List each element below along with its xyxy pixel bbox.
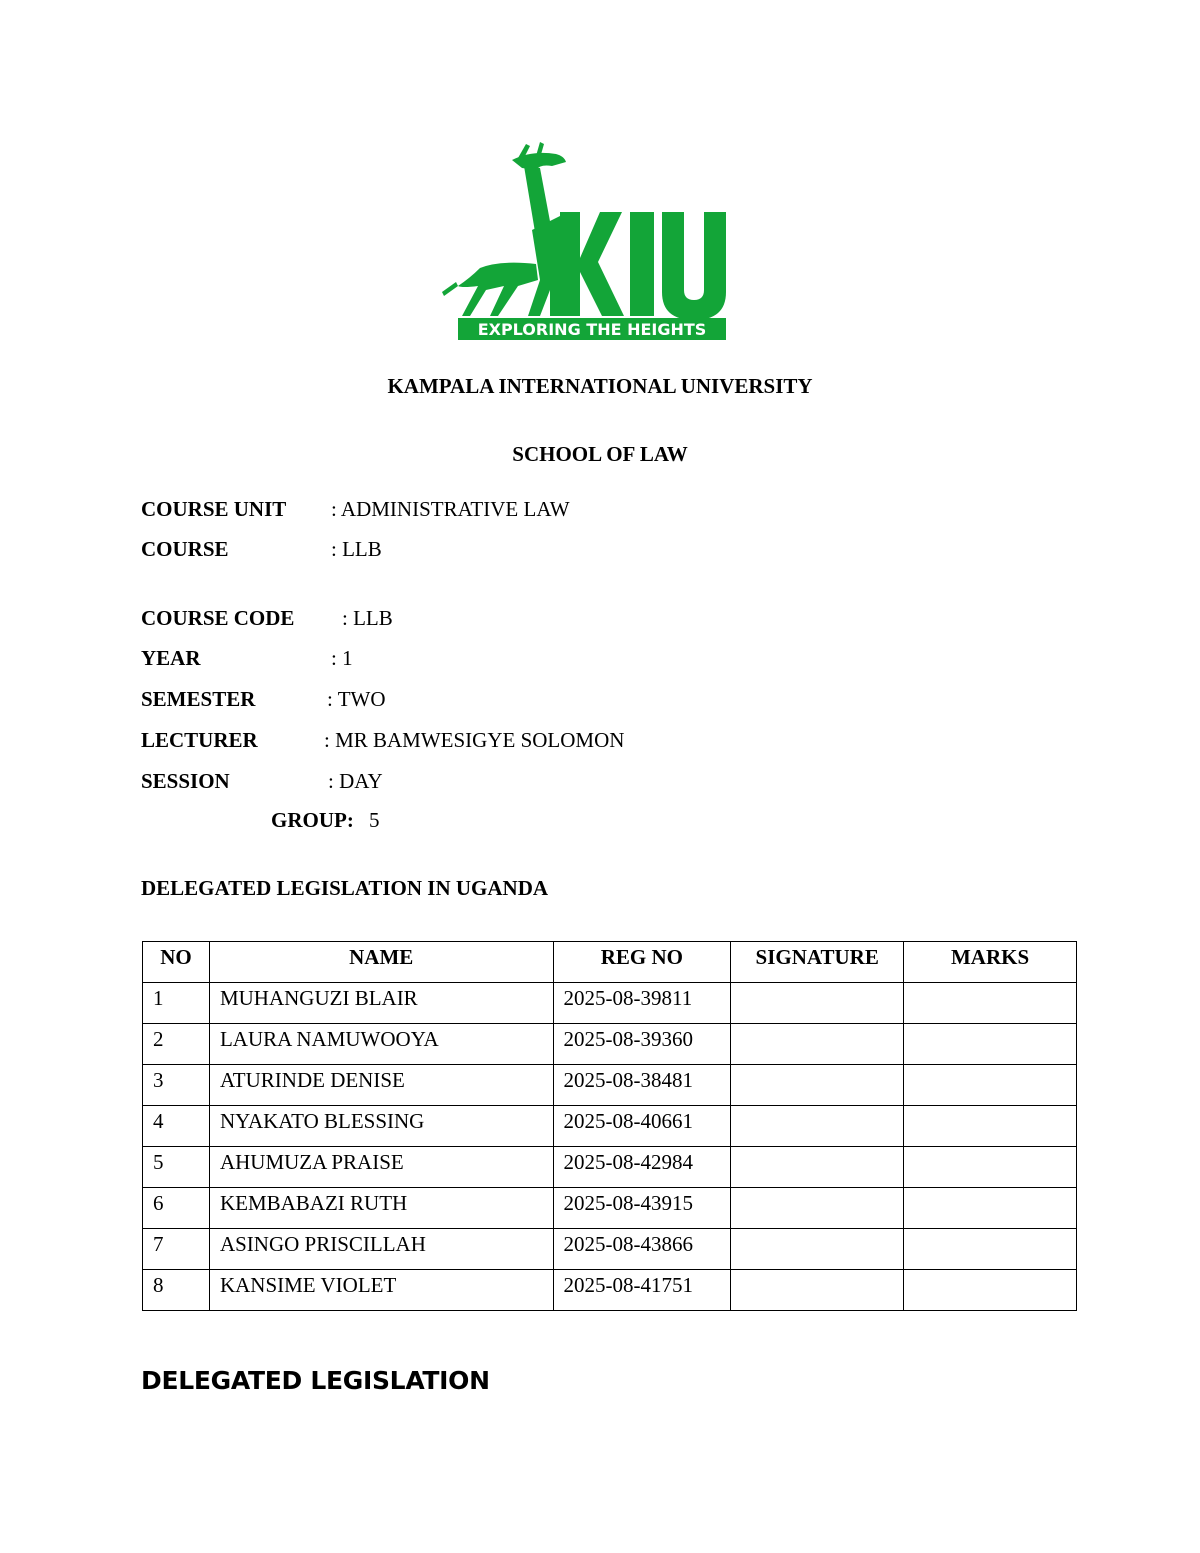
col-header-no: NO bbox=[143, 942, 210, 983]
lecturer-label: LECTURER bbox=[141, 728, 258, 752]
cell-name: LAURA NAMUWOOYA bbox=[209, 1024, 553, 1065]
cell-signature bbox=[731, 1024, 904, 1065]
col-header-name: NAME bbox=[209, 942, 553, 983]
year-value: : 1 bbox=[331, 646, 353, 670]
cell-signature bbox=[731, 1270, 904, 1311]
cell-no: 4 bbox=[143, 1106, 210, 1147]
topic-title: DELEGATED LEGISLATION IN UGANDA bbox=[141, 876, 549, 900]
table-row bbox=[143, 1065, 1077, 1106]
table-row bbox=[143, 1270, 1077, 1311]
cell-name: AHUMUZA PRAISE bbox=[209, 1147, 553, 1188]
cell-marks bbox=[904, 1147, 1077, 1188]
cell-reg-no: 2025-08-39360 bbox=[553, 1024, 731, 1065]
cell-signature bbox=[731, 1229, 904, 1270]
year-label: YEAR bbox=[141, 646, 201, 670]
course-unit-value: : ADMINISTRATIVE LAW bbox=[331, 497, 570, 521]
cell-reg-no: 2025-08-39811 bbox=[553, 983, 731, 1024]
group-value: 5 bbox=[369, 808, 380, 832]
table-row bbox=[143, 1188, 1077, 1229]
cell-signature bbox=[731, 1065, 904, 1106]
col-header-reg-no: REG NO bbox=[553, 942, 731, 983]
cell-name: ATURINDE DENISE bbox=[209, 1065, 553, 1106]
course-unit-label: COURSE UNIT bbox=[141, 497, 287, 521]
cell-reg-no: 2025-08-42984 bbox=[553, 1147, 731, 1188]
session-value: : DAY bbox=[328, 769, 383, 793]
col-header-signature: SIGNATURE bbox=[731, 942, 904, 983]
cell-reg-no: 2025-08-41751 bbox=[553, 1270, 731, 1311]
kiu-logo bbox=[440, 140, 730, 344]
course-code-value: : LLB bbox=[342, 606, 393, 630]
course-code-label: COURSE CODE bbox=[141, 606, 295, 630]
cell-name: KEMBABAZI RUTH bbox=[209, 1188, 553, 1229]
course-value: : LLB bbox=[331, 537, 382, 561]
cell-marks bbox=[904, 1024, 1077, 1065]
cell-signature bbox=[731, 1106, 904, 1147]
col-header-marks: MARKS bbox=[904, 942, 1077, 983]
cell-signature bbox=[731, 1147, 904, 1188]
cell-reg-no: 2025-08-43866 bbox=[553, 1229, 731, 1270]
cell-marks bbox=[904, 1065, 1077, 1106]
cell-reg-no: 2025-08-38481 bbox=[553, 1065, 731, 1106]
cell-name: NYAKATO BLESSING bbox=[209, 1106, 553, 1147]
cell-marks bbox=[904, 1106, 1077, 1147]
cell-name: ASINGO PRISCILLAH bbox=[209, 1229, 553, 1270]
semester-label: SEMESTER bbox=[141, 687, 256, 711]
group-members-table bbox=[142, 941, 1077, 1311]
section-heading: DELEGATED LEGISLATION bbox=[141, 1366, 490, 1395]
table-row bbox=[143, 983, 1077, 1024]
cell-name: KANSIME VIOLET bbox=[209, 1270, 553, 1311]
giraffe-logo-icon bbox=[440, 140, 730, 344]
cell-reg-no: 2025-08-43915 bbox=[553, 1188, 731, 1229]
lecturer-value: : MR BAMWESIGYE SOLOMON bbox=[324, 728, 625, 752]
cell-marks bbox=[904, 983, 1077, 1024]
course-label: COURSE bbox=[141, 537, 229, 561]
table-row bbox=[143, 1147, 1077, 1188]
cell-no: 7 bbox=[143, 1229, 210, 1270]
university-name: KAMPALA INTERNATIONAL UNIVERSITY bbox=[387, 374, 813, 398]
cell-reg-no: 2025-08-40661 bbox=[553, 1106, 731, 1147]
logo-tagline: EXPLORING THE HEIGHTS bbox=[477, 320, 707, 339]
semester-value: : TWO bbox=[327, 687, 386, 711]
cell-name: MUHANGUZI BLAIR bbox=[209, 983, 553, 1024]
group-label: GROUP: bbox=[271, 808, 354, 832]
cell-marks bbox=[904, 1229, 1077, 1270]
cell-no: 5 bbox=[143, 1147, 210, 1188]
school-name: SCHOOL OF LAW bbox=[512, 442, 688, 466]
cell-no: 8 bbox=[143, 1270, 210, 1311]
table-header-row bbox=[143, 942, 1077, 983]
cell-marks bbox=[904, 1188, 1077, 1229]
cell-no: 2 bbox=[143, 1024, 210, 1065]
session-label: SESSION bbox=[141, 769, 230, 793]
cell-signature bbox=[731, 983, 904, 1024]
cell-signature bbox=[731, 1188, 904, 1229]
cell-no: 1 bbox=[143, 983, 210, 1024]
table-row bbox=[143, 1106, 1077, 1147]
cell-no: 6 bbox=[143, 1188, 210, 1229]
cell-marks bbox=[904, 1270, 1077, 1311]
table-row bbox=[143, 1024, 1077, 1065]
cell-no: 3 bbox=[143, 1065, 210, 1106]
table-row bbox=[143, 1229, 1077, 1270]
